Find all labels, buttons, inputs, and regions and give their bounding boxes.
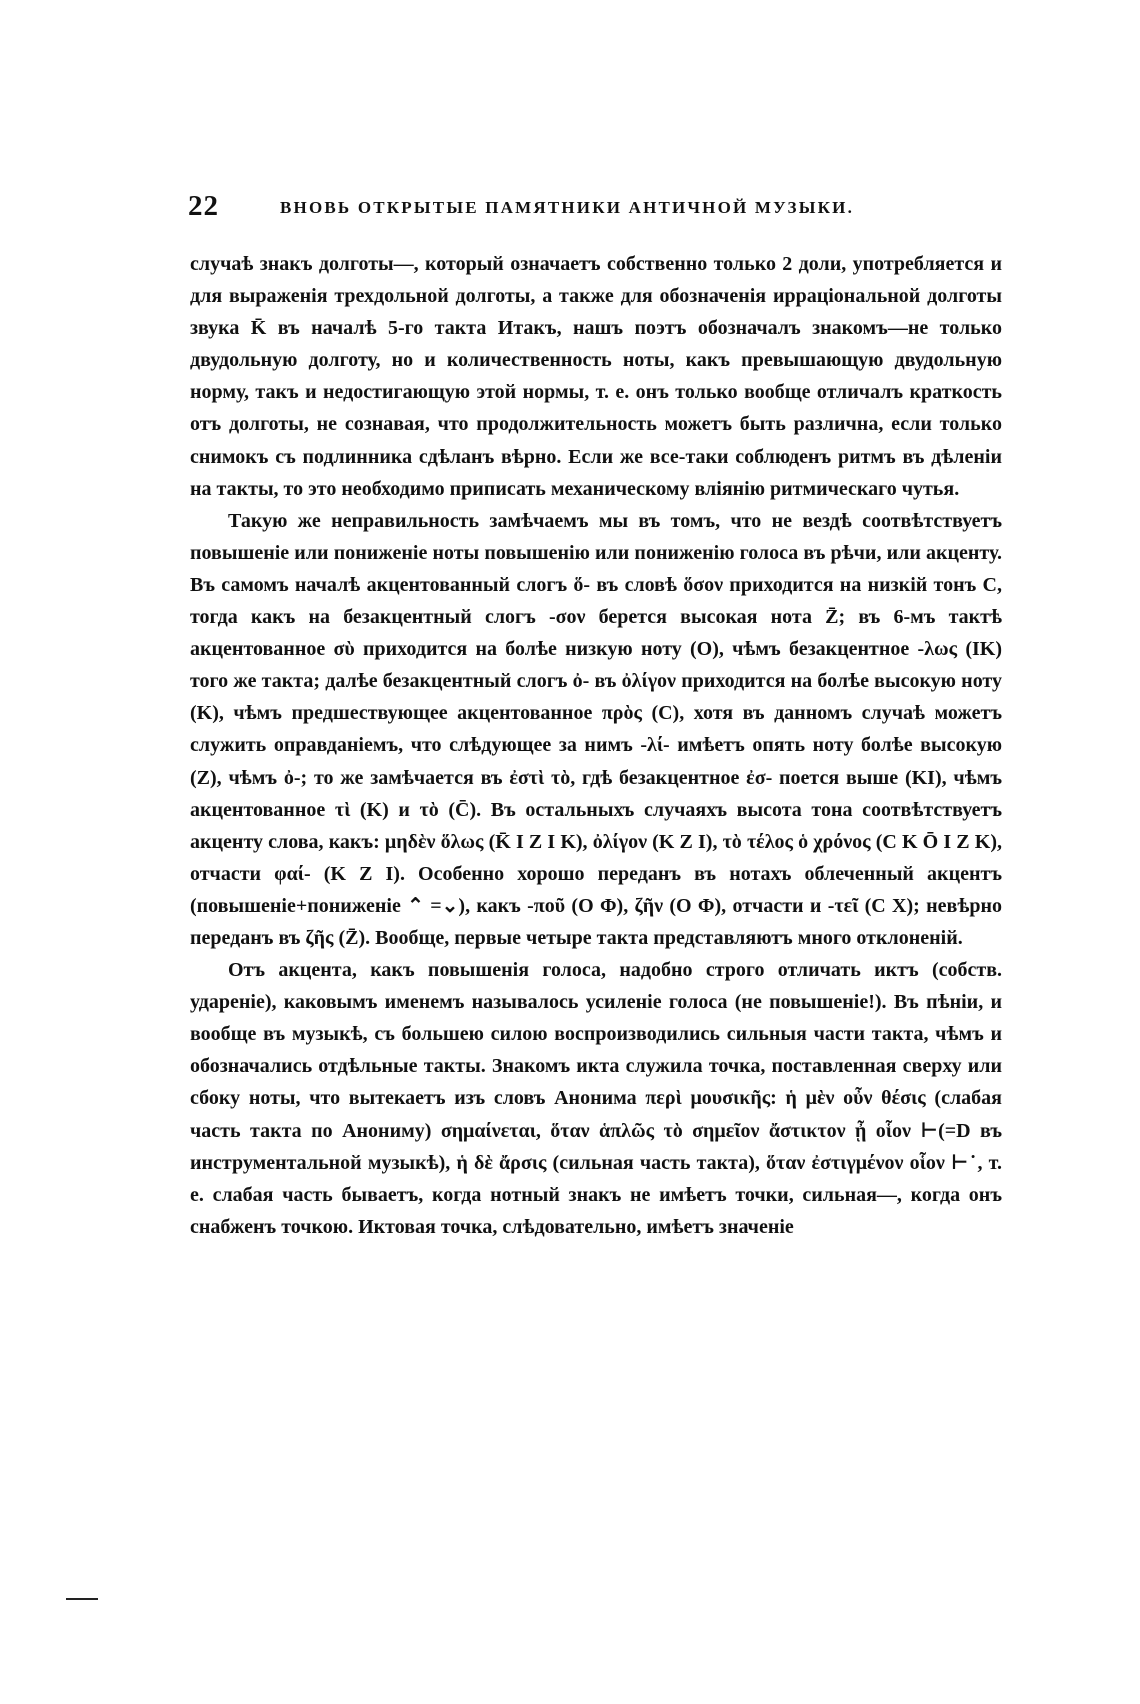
margin-rule-mark (66, 1598, 98, 1600)
running-head (188, 190, 1000, 230)
paragraph-accent-irregularity: Такую же неправильность замѣчаемъ мы въ томъ, что не вездѣ соотвѣтствуетъ повышеніе или пониженіе ноты повышенію или пониженію голоса въ рѣчи, или акценту. Въ самомъ началѣ акцентованный слогъ ὅ- въ словѣ ὅσον приходится на низкій тонъ C, тогда какъ на безакцентный слогъ -σον берется высокая нота Z̄; въ 6-мъ тактѣ акцентованное σὺ приходится на болѣе низкую ноту (O), чѣмъ безакцентное -λως (IK) того же такта; далѣе безакцентный слогъ ὀ- въ ὀλίγον приходится на болѣе высокую ноту (K), чѣмъ предшествующее акцентованное πρὸς (C), хотя въ данномъ случаѣ можетъ служить оправданіемъ, что слѣдующее за нимъ -λί- имѣетъ опять ноту болѣе высокую (Z), чѣмъ ὀ-; то же замѣчается въ ἐστὶ τὸ, гдѣ безакцентное ἐσ- поется выше (KI), чѣмъ акцентованное τὶ (K) и τὸ (C̄). Въ остальныхъ случаяхъ высота тона соотвѣтствуетъ акценту слова, какъ: μηδὲν ὅλως (K̄ I Z I K), ὀλίγον (K Z I), τὸ τέλος ὁ χρόνος (C K Ō I Z K), отчасти φαί- (K Z I). Особенно хорошо переданъ въ нотахъ облеченный акцентъ (повышеніе+пониженіе ⌃ =⌄), какъ -ποῦ (O Φ), ζῆν (O Φ), отчасти и -τεῖ (C X); невѣрно переданъ въ ζῆς (Z̄). Вообще, первые четыре такта представляютъ много отклоненій. (190, 509, 1002, 949)
page-number: 22 (188, 190, 219, 222)
body-text (190, 248, 1002, 1243)
paragraph-continued: случаѣ знакъ долготы—, который означаетъ собственно только 2 доли, употребляется и для выраженія трехдольной долготы, а также для обозначенія ирраціональной долготы звука K̄ въ началѣ 5-го такта Итакъ, нашъ поэтъ обозначалъ знакомъ—не только двудольную долготу, но и количественность ноты, какъ превышающую двудольную норму, такъ и недостигающую этой нормы, т. е. онъ только вообще отличалъ краткость отъ долготы, не сознавая, что продолжительность можетъ быть различна, если только снимокъ съ подлинника сдѣланъ вѣрно. Если же все-таки соблюденъ ритмъ въ дѣленіи на такты, то это необходимо приписать механическому вліянію ритмическаго чутья. (190, 253, 1002, 500)
running-title: ВНОВЬ ОТКРЫТЫЕ ПАМЯТНИКИ АНТИЧНОЙ МУЗЫКИ. (280, 198, 855, 217)
paragraph-ictus: Отъ акцента, какъ повышенія голоса, надобно строго отличать иктъ (собств. удареніе), каковымъ именемъ называлось усиленіе голоса (не повышеніе!). Въ пѣніи, и вообще въ музыкѣ, съ большею силою воспроизводились сильныя части такта, чѣмъ и обозначались отдѣльные такты. Знакомъ икта служила точка, поставленная сверху или сбоку ноты, что вытекаетъ изъ словъ Анонима περὶ μουσικῆς: ἡ μὲν οὖν θέσις (слабая часть такта по Анониму) σημαίνεται, ὅταν ἁπλῶς τὸ σημεῖον ἄστικτον ᾖ οἷον ⊢(=D въ инструментальной музыкѣ), ἡ δὲ ἄρσις (сильная часть такта), ὅταν ἐστιγμένον οἷον ⊢˙, т. е. слабая часть бываетъ, когда нотный знакъ не имѣетъ точки, сильная—, когда онъ снабженъ точкою. Иктовая точка, слѣдовательно, имѣетъ значеніе (190, 959, 1002, 1238)
